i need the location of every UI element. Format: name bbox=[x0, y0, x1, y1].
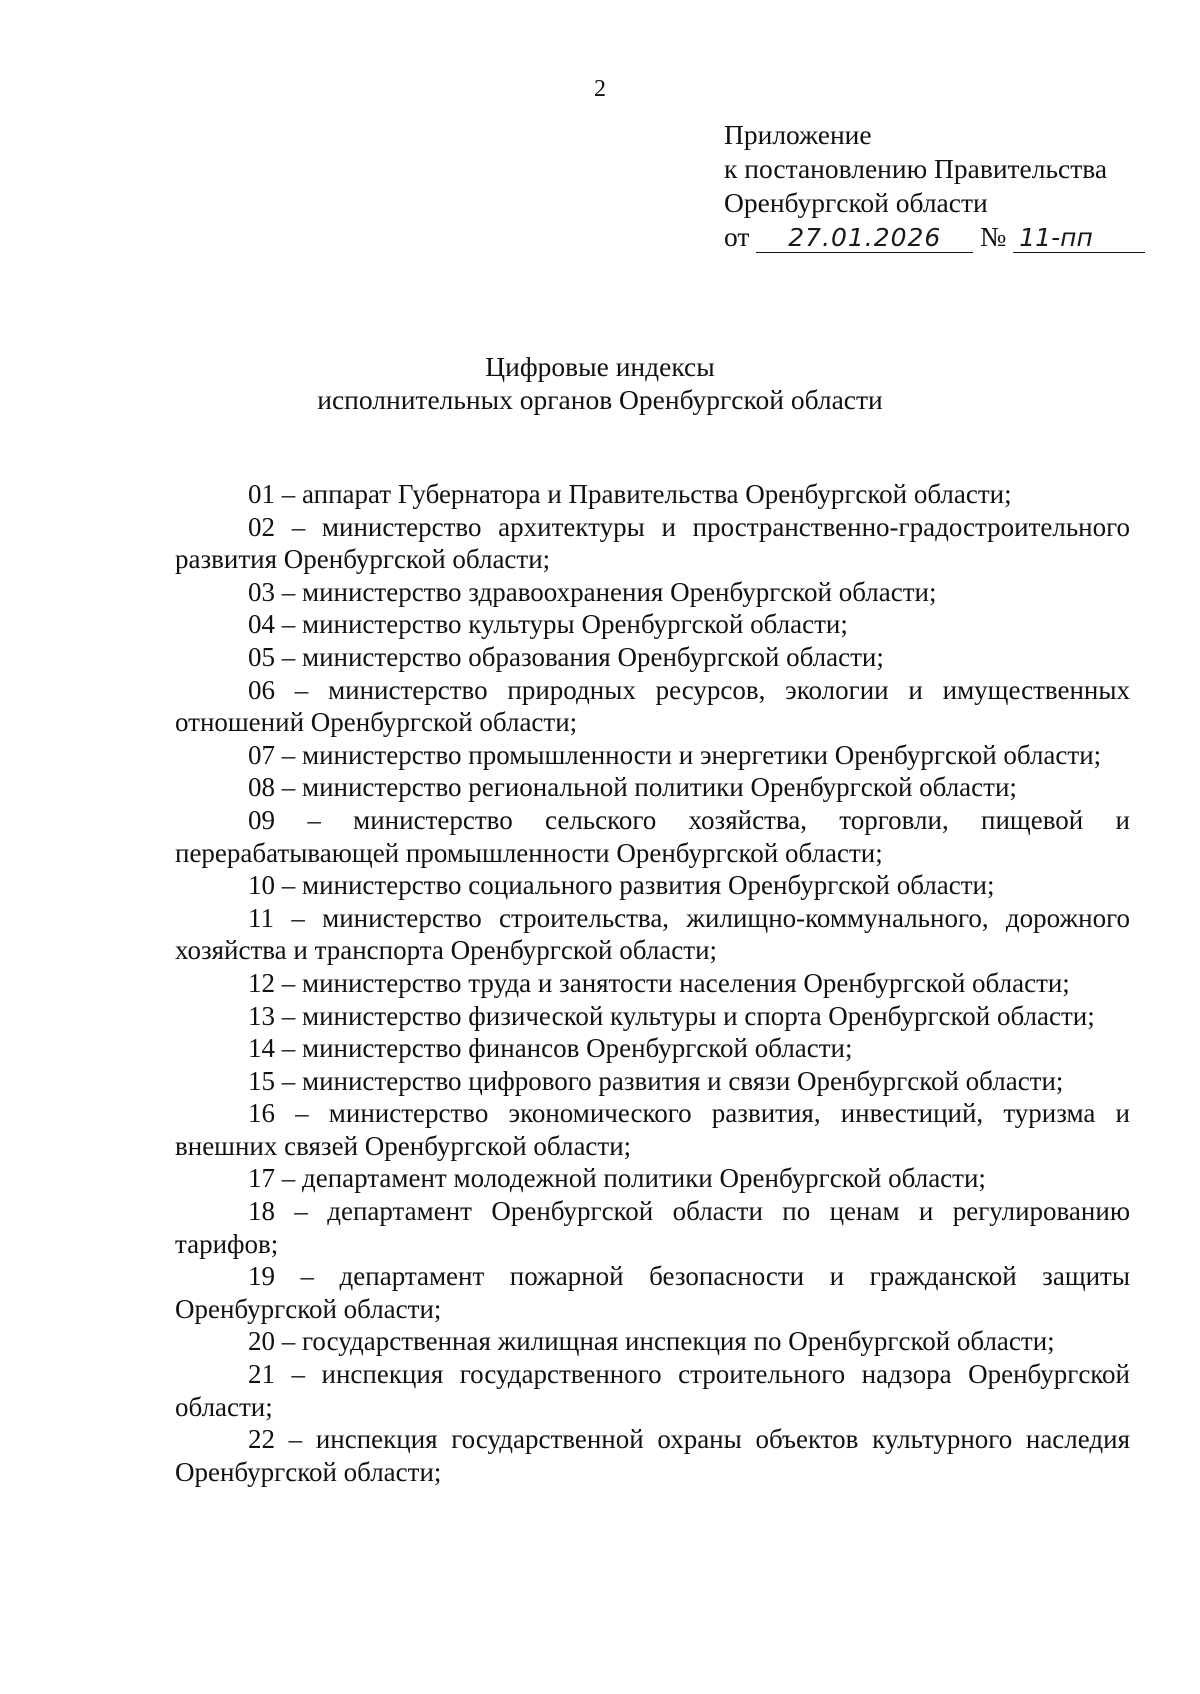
number-sign: № bbox=[980, 221, 1007, 252]
appendix-line-1: Приложение bbox=[724, 119, 872, 150]
index-entry: 17 – департамент молодежной политики Оренбургской области; bbox=[248, 1163, 986, 1194]
index-entry: 16 – министерство экономического развития, инвестиций, туризма и внешних связей Оренбургской области; bbox=[175, 1098, 1130, 1161]
title-line-2: исполнительных органов Оренбургской области bbox=[317, 384, 883, 415]
page-number: 2 bbox=[594, 76, 606, 102]
index-entry: 11 – министерство строительства, жилищно-коммунального, дорожного хозяйства и транспорта Оренбургской области; bbox=[175, 902, 1130, 966]
index-entry: 04 – министерство культуры Оренбургской области; bbox=[248, 609, 848, 640]
index-entry: 07 – министерство промышленности и энергетики Оренбургской области; bbox=[248, 739, 1102, 770]
index-entry: 13 – министерство физической культуры и спорта Оренбургской области; bbox=[248, 1000, 1095, 1031]
index-entry: 19 – департамент пожарной безопасности и гражданской защиты Оренбургской области; bbox=[175, 1261, 1130, 1324]
index-entry: 15 – министерство цифрового развития и связи Оренбургской области; bbox=[248, 1065, 1064, 1096]
index-entry: 01 – аппарат Губернатора и Правительства Оренбургской области; bbox=[248, 479, 1012, 509]
appendix-line-3: Оренбургской области bbox=[724, 187, 988, 218]
index-entry: 21 – инспекция государственного строительного надзора Оренбургской области; bbox=[175, 1359, 1130, 1422]
index-entry: 18 – департамент Оренбургской области по ценам и регулированию тарифов; bbox=[175, 1196, 1130, 1259]
index-entry: 20 – государственная жилищная инспекция по Оренбургской области; bbox=[248, 1326, 1055, 1357]
index-entry: 02 – министерство архитектуры и пространственно-градостроительного развития Оренбургской области; bbox=[175, 511, 1130, 575]
title-line-1: Цифровые индексы bbox=[485, 351, 715, 382]
index-entry: 12 – министерство труда и занятости населения Оренбургской области; bbox=[248, 967, 1070, 998]
handwritten-number: 11-пп bbox=[1013, 224, 1145, 253]
appendix-date-line bbox=[724, 220, 1145, 254]
index-entry: 09 – министерство сельского хозяйства, торговли, пищевой и перерабатывающей промышленности Оренбургской области; bbox=[175, 804, 1130, 868]
index-entry: 08 – министерство региональной политики Оренбургской области; bbox=[248, 772, 1017, 803]
index-entry: 10 – министерство социального развития Оренбургской области; bbox=[248, 870, 995, 901]
index-entry: 22 – инспекция государственной охраны объектов культурного наследия Оренбургской области; bbox=[175, 1424, 1130, 1487]
document-title bbox=[0, 350, 1200, 416]
handwritten-date: 27.01.2026 bbox=[756, 224, 973, 253]
index-entry: 06 – министерство природных ресурсов, экологии и имущественных отношений Оренбургской области; bbox=[175, 674, 1130, 738]
appendix-line-2: к постановлению Правительства bbox=[724, 153, 1108, 184]
index-entry: 03 – министерство здравоохранения Оренбургской области; bbox=[248, 576, 937, 607]
appendix-block bbox=[724, 118, 1145, 254]
index-entry: 05 – министерство образования Оренбургской области; bbox=[248, 641, 884, 672]
index-entry: 14 – министерство финансов Оренбургской области; bbox=[248, 1033, 853, 1064]
index-list bbox=[175, 478, 1130, 1488]
date-prefix: от bbox=[724, 221, 750, 252]
